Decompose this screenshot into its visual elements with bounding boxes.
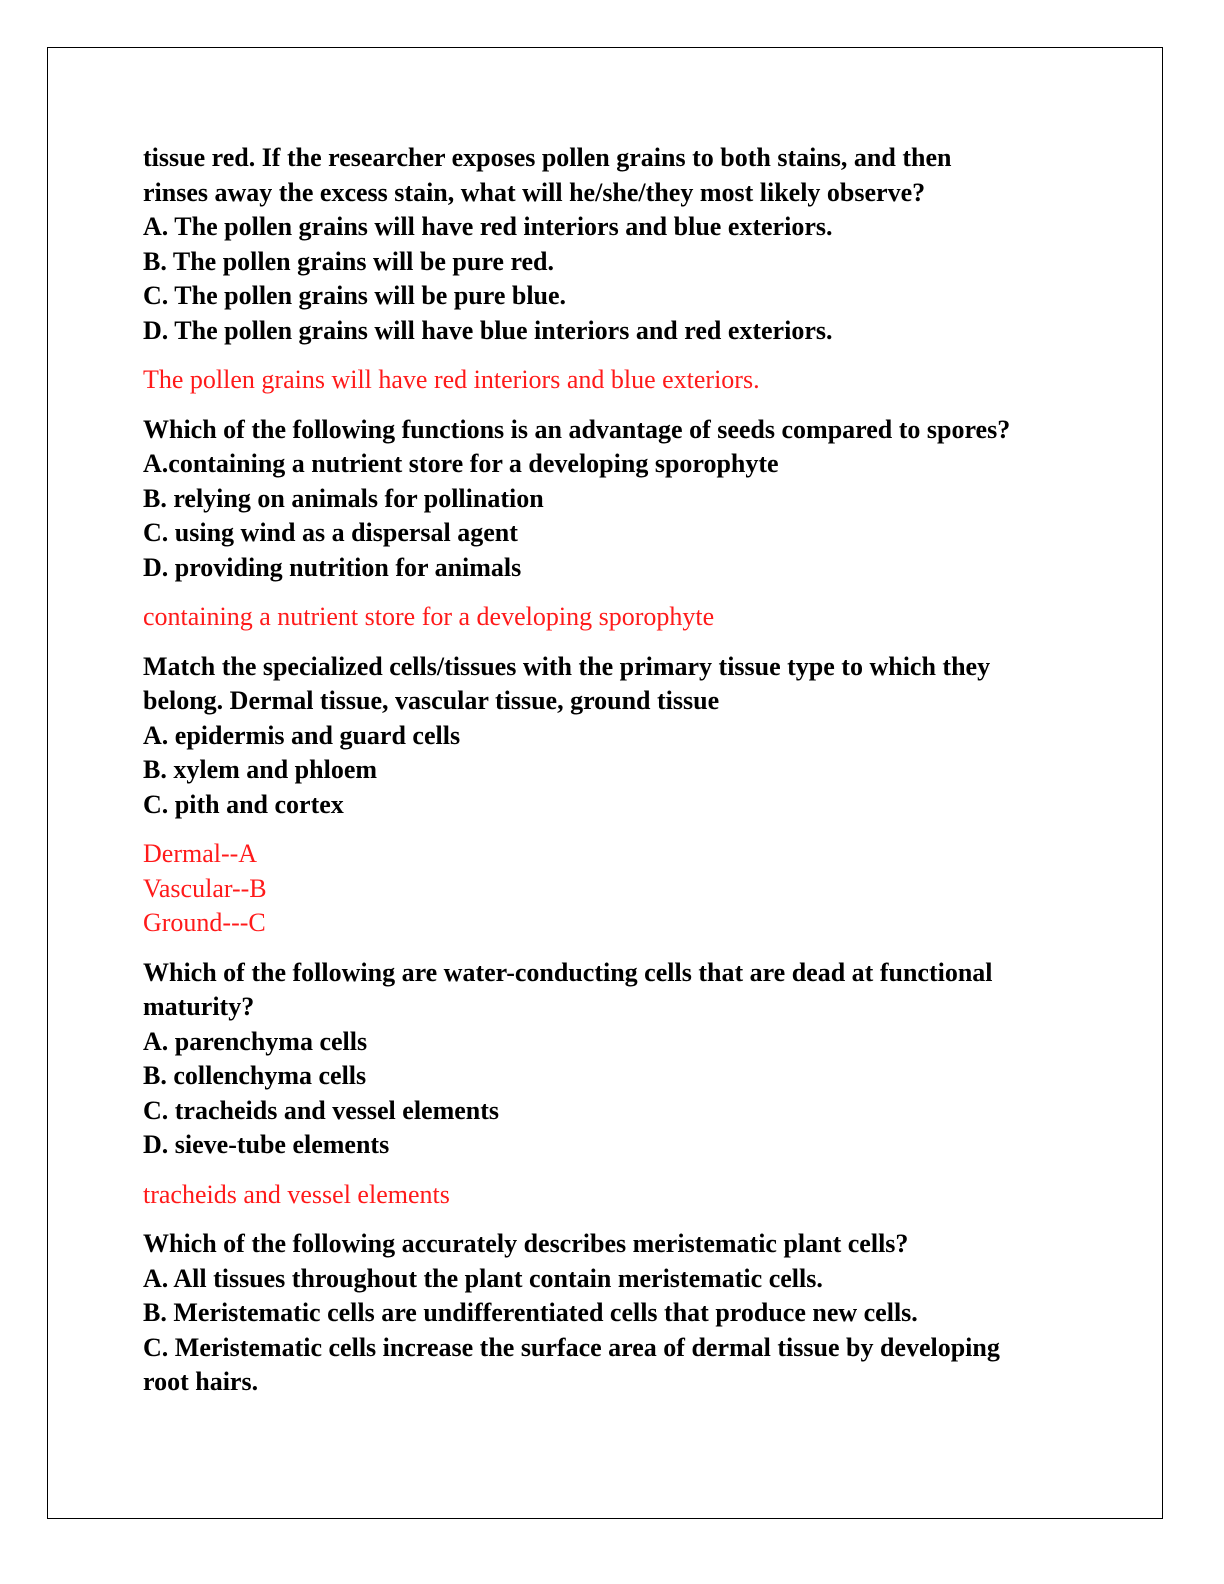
question-text: Which of the following functions is an advantage of seeds compared to spores? (143, 414, 1011, 444)
question-3 (143, 650, 1083, 823)
option-a: A. All tissues throughout the plant contain meristematic cells. (143, 1263, 823, 1293)
answer-text: tracheids and vessel elements (143, 1179, 450, 1209)
option-c: C. The pollen grains will be pure blue. (143, 281, 567, 310)
answer-text: The pollen grains will have red interiors and blue exteriors. (143, 365, 760, 394)
question-1 (143, 141, 1083, 348)
question-text: Match the specialized cells/tissues with the primary tissue type to which they (143, 651, 991, 681)
answer-text: Dermal--A (143, 839, 258, 868)
option-d: D. sieve-tube elements (143, 1130, 390, 1159)
option-c: C. using wind as a dispersal agent (143, 518, 518, 547)
question-5 (143, 1227, 1083, 1400)
option-c: C. pith and cortex (143, 789, 344, 819)
option-c: C. Meristematic cells increase the surface area of dermal tissue by developing (143, 1332, 1000, 1362)
answer-4 (143, 1178, 1083, 1213)
option-b: B. relying on animals for pollination (143, 483, 544, 513)
answer-2 (143, 600, 1083, 635)
question-text: belong. Dermal tissue, vascular tissue, ground tissue (143, 686, 720, 715)
option-b: B. The pollen grains will be pure red. (143, 246, 555, 276)
option-b: B. Meristematic cells are undifferentiated cells that produce new cells. (143, 1298, 918, 1327)
answer-text: Vascular--B (143, 873, 267, 903)
question-text: Which of the following accurately describes meristematic plant cells? (143, 1229, 909, 1258)
answer-1 (143, 363, 1083, 398)
question-4 (143, 956, 1083, 1163)
option-b: B. collenchyma cells (143, 1061, 367, 1090)
option-d: D. The pollen grains will have blue interiors and red exteriors. (143, 315, 833, 345)
option-a: A. epidermis and guard cells (143, 720, 461, 750)
answer-3 (143, 837, 1083, 941)
option-c-continued: root hairs. (143, 1367, 259, 1396)
option-a: A. The pollen grains will have red interiors and blue exteriors. (143, 212, 833, 241)
answer-text: containing a nutrient store for a developing sporophyte (143, 602, 715, 631)
question-text: maturity? (143, 992, 255, 1021)
option-a: A. parenchyma cells (143, 1026, 368, 1056)
answer-text: Ground---C (143, 908, 266, 937)
option-a: A.containing a nutrient store for a developing sporophyte (143, 449, 779, 478)
option-c: C. tracheids and vessel elements (143, 1095, 500, 1125)
question-text: tissue red. If the researcher exposes pollen grains to both stains, and then (143, 143, 952, 172)
option-d: D. providing nutrition for animals (143, 552, 522, 582)
question-text: rinses away the excess stain, what will he/she/they most likely observe? (143, 177, 926, 207)
question-2 (143, 413, 1083, 586)
option-b: B. xylem and phloem (143, 755, 378, 784)
question-text: Which of the following are water-conducting cells that are dead at functional (143, 957, 993, 987)
document-body (143, 141, 1083, 1400)
